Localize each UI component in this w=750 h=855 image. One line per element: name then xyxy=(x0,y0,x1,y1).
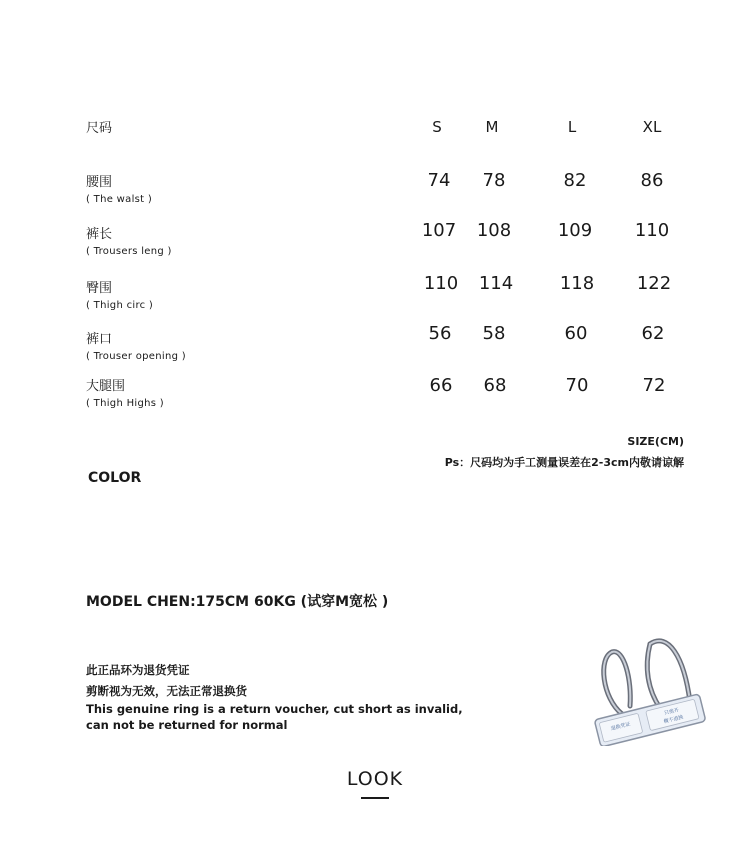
row-label-cn: 臀围 xyxy=(86,281,113,296)
cell-length-s: 107 xyxy=(421,220,457,241)
cell-hip-l: 118 xyxy=(559,273,595,294)
model-info: MODEL CHEN:175CM 60KG (试穿M宽松 ) xyxy=(86,594,389,610)
row-label-cn: 裤长 xyxy=(86,227,113,242)
row-label-length xyxy=(86,223,172,257)
cell-hip-s: 110 xyxy=(423,273,459,294)
row-label-en: ( Thigh circ ) xyxy=(86,300,154,311)
color-section-label: COLOR xyxy=(88,470,142,486)
row-label-opening xyxy=(86,328,186,362)
cell-waist-s: 74 xyxy=(427,170,451,191)
look-underline xyxy=(361,797,389,799)
cell-thigh-s: 66 xyxy=(429,375,453,396)
return-notice-line1: 此正品环为退货凭证 xyxy=(86,663,190,677)
cell-length-xl: 110 xyxy=(634,220,670,241)
row-label-cn: 大腿围 xyxy=(86,379,126,394)
size-header-s: S xyxy=(432,118,442,136)
tag-text-line2: 只剪开 xyxy=(663,707,680,717)
cell-opening-xl: 62 xyxy=(641,323,665,344)
return-notice-line2: 剪断视为无效，无法正常退换货 xyxy=(86,684,247,698)
row-label-thigh xyxy=(86,375,164,409)
return-notice-line3: This genuine ring is a return voucher, cut short as invalid, xyxy=(86,702,463,716)
size-header-xl: XL xyxy=(642,118,662,136)
cell-opening-l: 60 xyxy=(564,323,588,344)
size-header-label: 尺码 xyxy=(86,121,113,136)
cell-length-l: 109 xyxy=(557,220,593,241)
cell-waist-l: 82 xyxy=(563,170,587,191)
security-tag-icon xyxy=(588,628,712,746)
measurement-disclaimer: Ps：尺码均为手工测量误差在2-3cm内敬请谅解 xyxy=(444,456,684,469)
row-label-en: ( The walst ) xyxy=(86,194,153,205)
cell-thigh-xl: 72 xyxy=(642,375,666,396)
row-label-cn: 裤口 xyxy=(86,332,113,347)
row-label-cn: 腰围 xyxy=(86,175,113,190)
row-label-hip xyxy=(86,277,153,311)
return-notice-line4: can not be returned for normal xyxy=(86,718,288,732)
tag-text-line1: 退换凭证 xyxy=(610,721,632,733)
cell-opening-s: 56 xyxy=(428,323,452,344)
cell-waist-m: 78 xyxy=(482,170,506,191)
cell-opening-m: 58 xyxy=(482,323,506,344)
cell-hip-xl: 122 xyxy=(636,273,672,294)
size-header-l: L xyxy=(567,118,577,136)
cell-waist-xl: 86 xyxy=(640,170,664,191)
cell-hip-m: 114 xyxy=(478,273,514,294)
tag-text-line3: 概不退换 xyxy=(663,714,685,726)
cell-thigh-m: 68 xyxy=(483,375,507,396)
row-label-waist xyxy=(86,171,152,205)
row-label-en: ( Trouser opening ) xyxy=(86,351,186,362)
cell-length-m: 108 xyxy=(476,220,512,241)
cell-thigh-l: 70 xyxy=(565,375,589,396)
size-header-m: M xyxy=(485,118,499,136)
row-label-en: ( Thigh Highs ) xyxy=(86,398,164,409)
look-heading: LOOK xyxy=(346,768,404,790)
row-label-en: ( Trousers leng ) xyxy=(86,246,172,257)
size-unit-note: SIZE(CM) xyxy=(627,435,684,448)
